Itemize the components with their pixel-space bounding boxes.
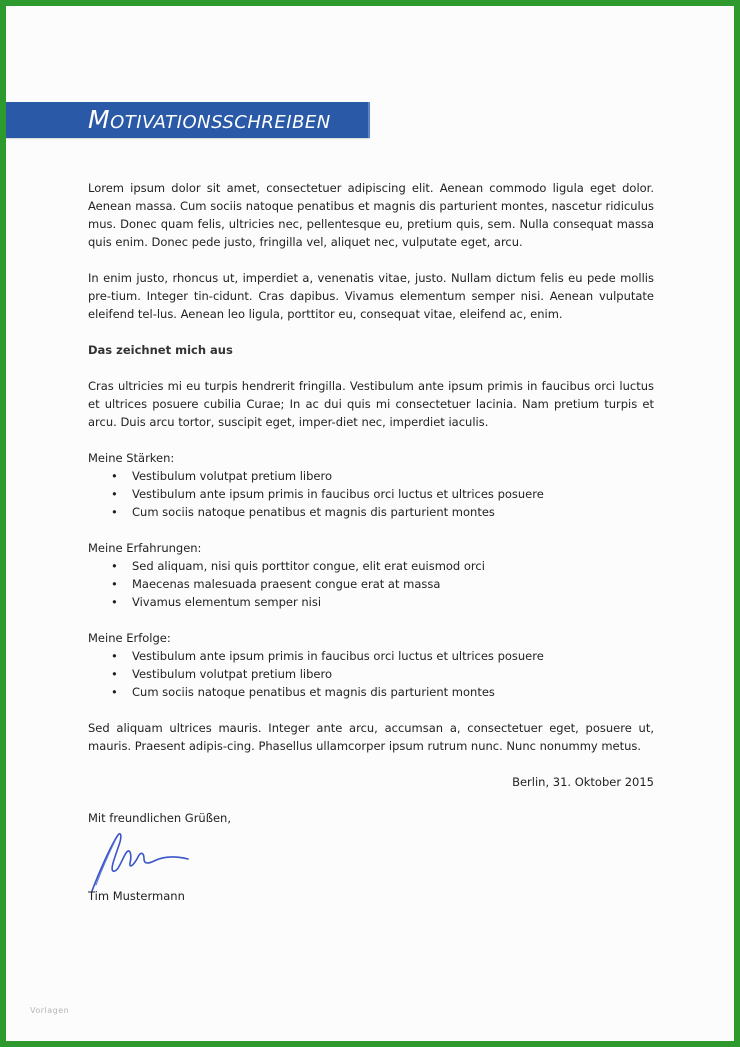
watermark-text: Vorlagen: [30, 1006, 70, 1015]
list-item: • Vivamus elementum semper nisi: [132, 593, 654, 611]
experience-list: [88, 557, 654, 611]
paragraph-intro: Lorem ipsum dolor sit amet, consectetuer adipiscing elit. Aenean commodo ligula eget dolor. Aenean massa. Cum sociis natoque penatibus et magnis dis parturient montes, nascetur ridiculus mus. Donec quam felis, ultricies nec, pellentesque eu, pretium quis, sem. Nulla consequat massa quis enim. Donec pede justo, fringilla vel, aliquet nec, vulputate eget, arcu.: [88, 181, 654, 249]
letter-page: [6, 6, 734, 1041]
list-item: • Vestibulum volutpat pretium libero: [132, 665, 654, 683]
page-title: Motivationsschreiben: [88, 105, 331, 134]
list-item: • Vestibulum volutpat pretium libero: [132, 467, 654, 485]
successes-list: [88, 647, 654, 701]
place-date: Berlin, 31. Oktober 2015: [512, 775, 654, 789]
strengths-label: Meine Stärken:: [88, 451, 175, 465]
experience-label: Meine Erfahrungen:: [88, 541, 202, 555]
paragraph-second: In enim justo, rhoncus ut, imperdiet a, venenatis vitae, justo. Nullam dictum felis eu pede mollis pre-tium. Integer tin-cidunt. Cras dapibus. Vivamus elementum semper nisi. Aenean vulputate eleifend tel-lus. Aenean leo ligula, porttitor eu, consequat vitae, eleifend ac, enim.: [88, 271, 654, 321]
section-subheading: Das zeichnet mich aus: [88, 343, 233, 357]
letter-body: [88, 179, 654, 827]
successes-label: Meine Erfolge:: [88, 631, 171, 645]
signature-icon: [88, 825, 198, 893]
list-item: • Vestibulum ante ipsum primis in faucibus orci luctus et ultrices posuere: [132, 647, 654, 665]
title-banner: [6, 102, 370, 138]
strengths-list: [88, 467, 654, 521]
paragraph-third: Cras ultricies mi eu turpis hendrerit fringilla. Vestibulum ante ipsum primis in faucibus orci luctus et ultrices posuere cubilia Curae; In ac dui quis mi consectetuer lacinia. Nam pretium turpis et arcu. Duis arcu tortor, suscipit eget, imper-diet nec, imperdiet iaculis.: [88, 379, 654, 429]
paragraph-closing: Sed aliquam ultrices mauris. Integer ante arcu, accumsan a, consectetuer eget, posuere ut, mauris. Praesent adipis-cing. Phasellus ullamcorper ipsum rutrum nunc. Nunc nonummy metus.: [88, 721, 654, 753]
list-item: • Sed aliquam, nisi quis porttitor congue, elit erat euismod orci: [132, 557, 654, 575]
list-item: • Maecenas malesuada praesent congue erat at massa: [132, 575, 654, 593]
closing-greeting: Mit freundlichen Grüßen,: [88, 811, 231, 825]
list-item: • Cum sociis natoque penatibus et magnis dis parturient montes: [132, 683, 654, 701]
list-item: • Cum sociis natoque penatibus et magnis dis parturient montes: [132, 503, 654, 521]
signer-name: Tim Mustermann: [88, 889, 185, 903]
list-item: • Vestibulum ante ipsum primis in faucibus orci luctus et ultrices posuere: [132, 485, 654, 503]
